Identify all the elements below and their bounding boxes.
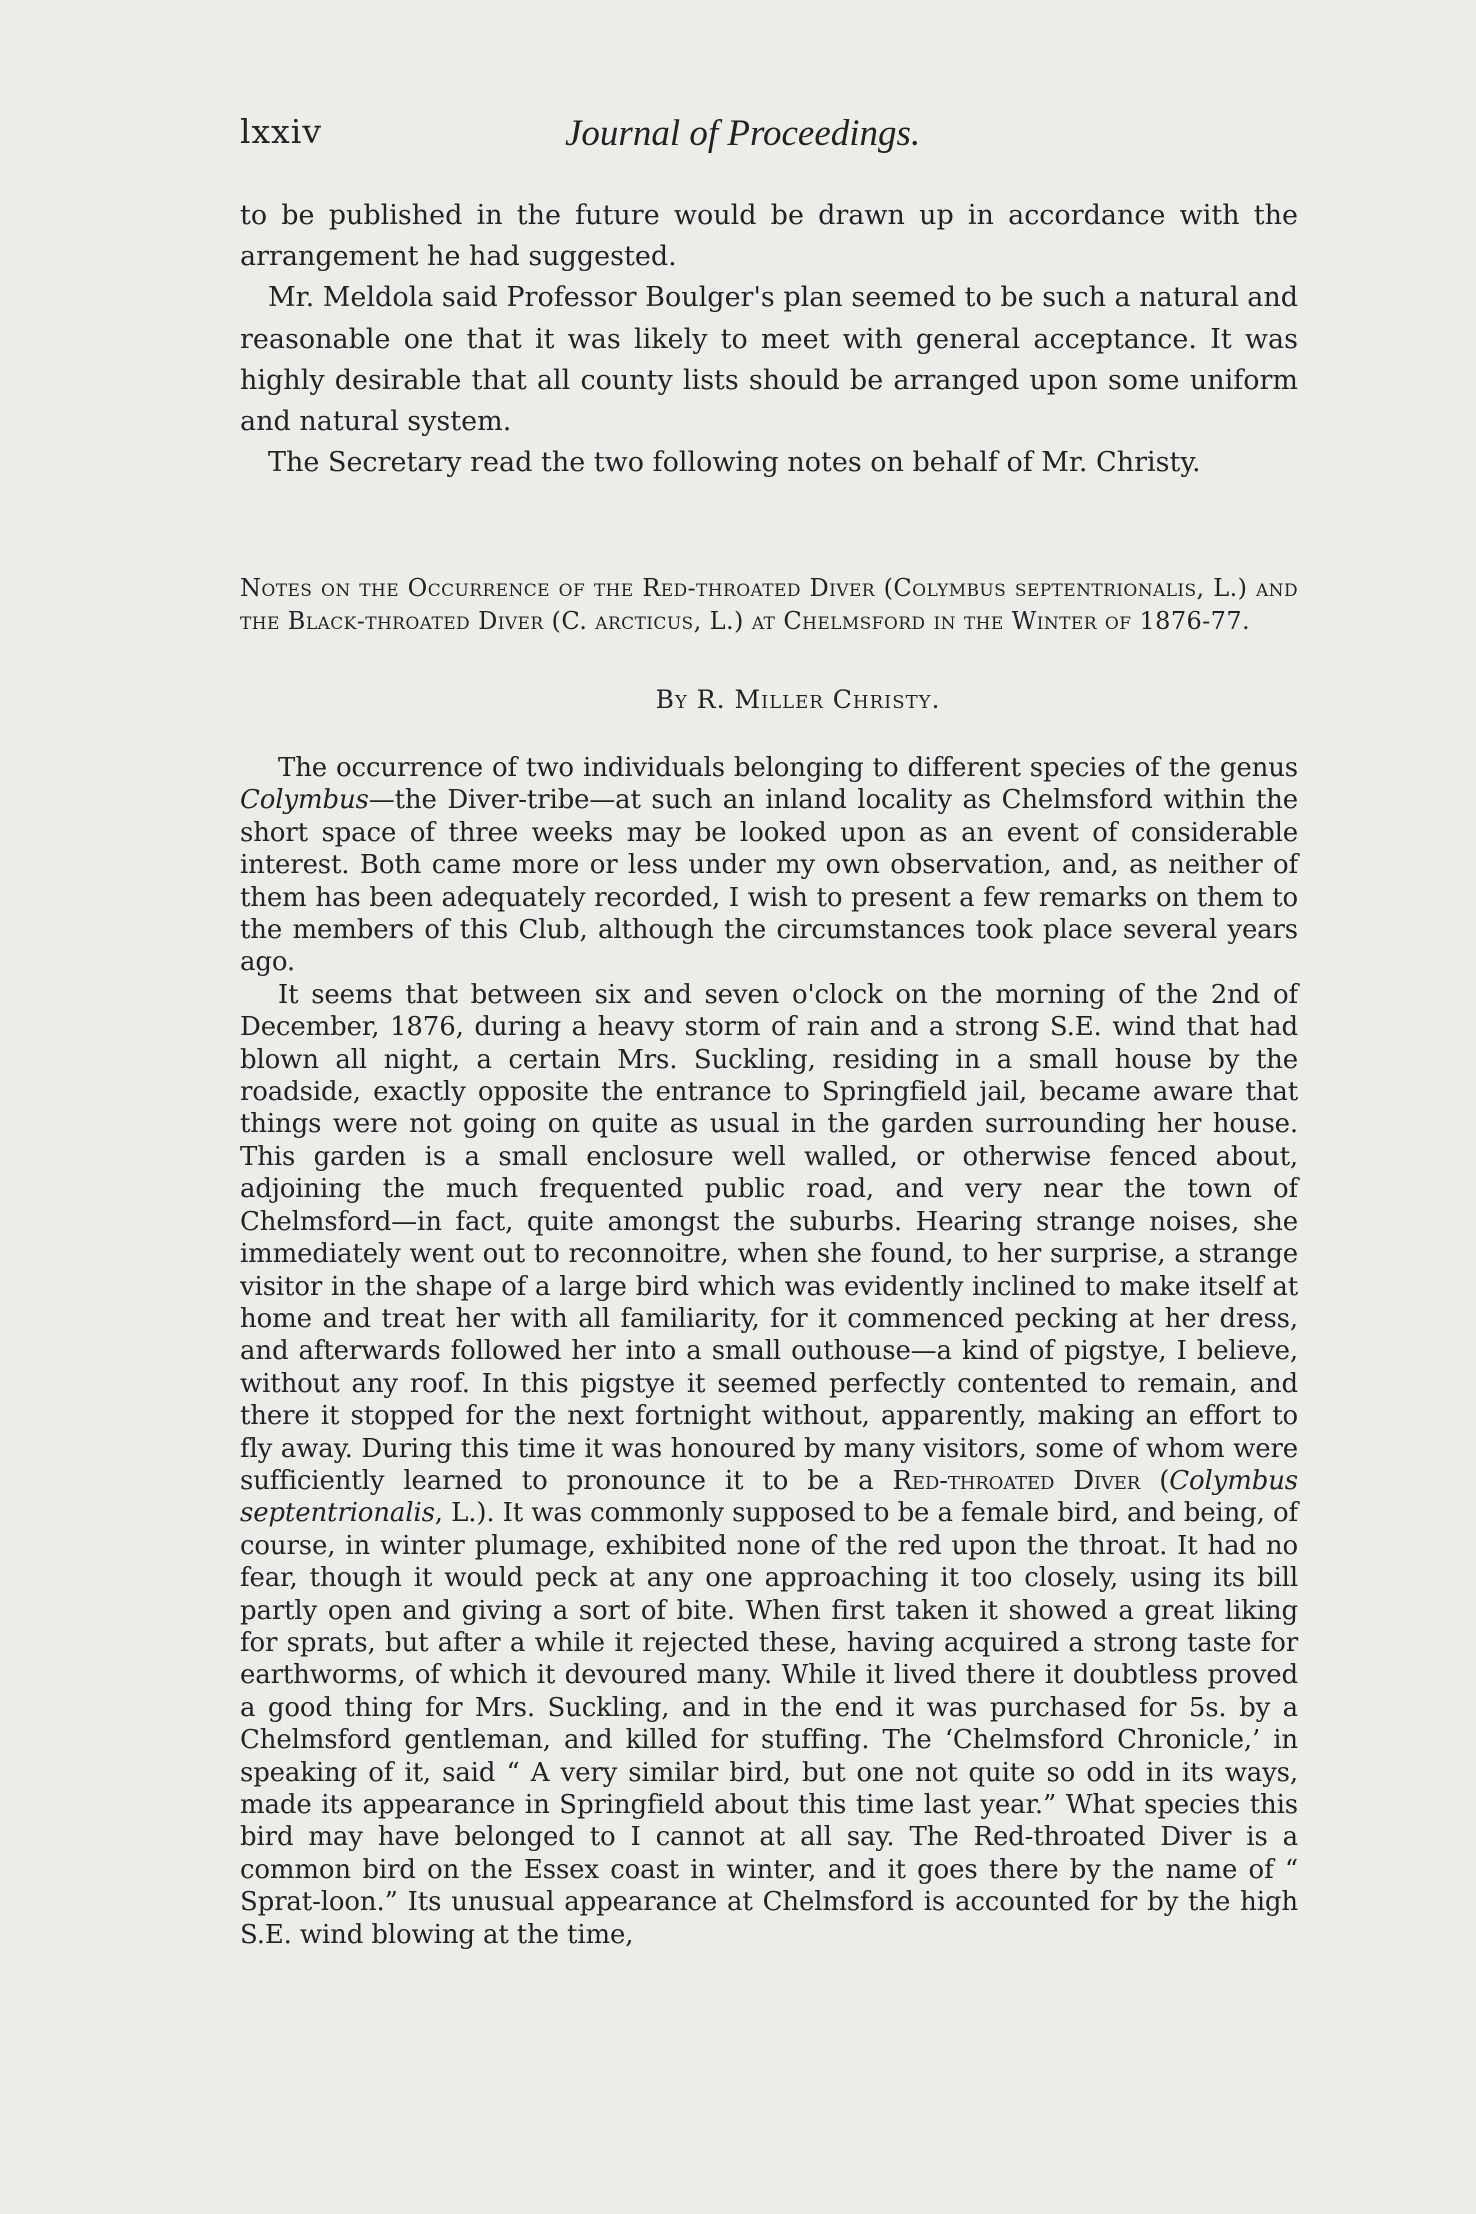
- intro-paragraph-2: Mr. Meldola said Professor Boulger's plan seemed to be such a natural and reasonable one that it was likely to meet with general acceptance. It was highly desirable that all county lists should be arranged upon some uniform and natural system.: [240, 282, 1298, 438]
- text-run: It seems that between six and seven o'clock on the morning of the 2nd of December, 1876, during a heavy storm of rain and a strong S.E. wind that had blown all night, a certain Mrs. Suckling, residing in a small house by the roadside, exactly opposite the entrance to Springfield jail, became aware that things were not going on quite as usual in the garden surrounding her house. This garden is a small enclosure well walled, or otherwise fenced about, adjoining the much frequented public road, and very near the town of Chelmsford—in fact, quite amongst the suburbs. Hearing strange noises, she immediately went out to reconnoitre, when she found, to her surprise, a strange visitor in the shape of a large bird which was evidently inclined to make itself at home and treat her with all familiarity, for it commenced pecking at her dress, and afterwards followed her into a small outhouse—a kind of pigstye, I believe, without any roof. In this pigstye it seemed perfectly contented to remain, and there it stopped for the next fortnight without, apparently, making an effort to fly away. During this time it was honoured by many visitors, some of whom were sufficiently learned to pronounce it to be a: [240, 979, 1298, 1496]
- article-paragraph-1: [240, 752, 1298, 979]
- page-header: [240, 112, 1300, 162]
- article-title: Notes on the Occurrence of the Red-throated Diver (Colymbus septentrionalis, L.) and the Black-throated Diver (C. arcticus, L.) at Chelmsford in the Winter of 1876-77.: [240, 574, 1298, 635]
- species-common-name: Red-throated Diver: [892, 1465, 1141, 1496]
- species-latin-name: Colymbus septentrionalis: [240, 1465, 1299, 1529]
- intro-paragraph-3: The Secretary read the two following notes on behalf of Mr. Christy.: [268, 447, 1201, 479]
- text-run: (: [1140, 1465, 1170, 1496]
- text-run: —the Diver-tribe—at such an inland locality as Chelmsford within the short space of three weeks may be looked upon as an event of considerable interest. Both came more or less under my own observation, and, as neither of them has been adequately recorded, I wish to present a few remarks on them to the members of this Club, although the circumstances took place several years ago.: [240, 785, 1298, 978]
- article-body: [240, 752, 1298, 1951]
- intro-text: [240, 195, 1298, 483]
- text-run: , L.). It was commonly supposed to be a female bird, and being, of course, in winter plumage, exhibited none of the red upon the throat. It had no fear, though it would peck at any one approaching it too closely, using its bill partly open and giving a sort of bite. When first taken it showed a great liking for sprats, but after a while it rejected these, having acquired a strong taste for earthworms, of which it devoured many. While it lived there it doubtless proved a good thing for Mrs. Suckling, and in the end it was purchased for 5s. by a Chelmsford gentleman, and killed for stuffing. The ‘Chelmsford Chronicle,’ in speaking of it, said “ A very similar bird, but one not quite so odd in its ways, made its appearance in Springfield about this time last year.” What species this bird may have belonged to I cannot at all say. The Red-throated Diver is a common bird on the Essex coast in winter, and it goes there by the name of “ Sprat-loon.” Its unusual appearance at Chelmsford is accounted for by the high S.E. wind blowing at the time,: [240, 1498, 1298, 1950]
- genus-name: Colymbus: [240, 785, 369, 816]
- page-number: lxxiv: [240, 112, 322, 151]
- intro-paragraph-1: to be published in the future would be drawn up in accordance with the arrangement he had suggested.: [240, 200, 1298, 273]
- running-title: Journal of Proceedings.: [565, 113, 921, 154]
- article-paragraph-2: [240, 979, 1298, 1951]
- text-run: The occurrence of two individuals belonging to different species of the genus: [278, 753, 1298, 783]
- byline-text: By R. Miller Christy.: [655, 685, 941, 714]
- article-byline: [0, 685, 1476, 714]
